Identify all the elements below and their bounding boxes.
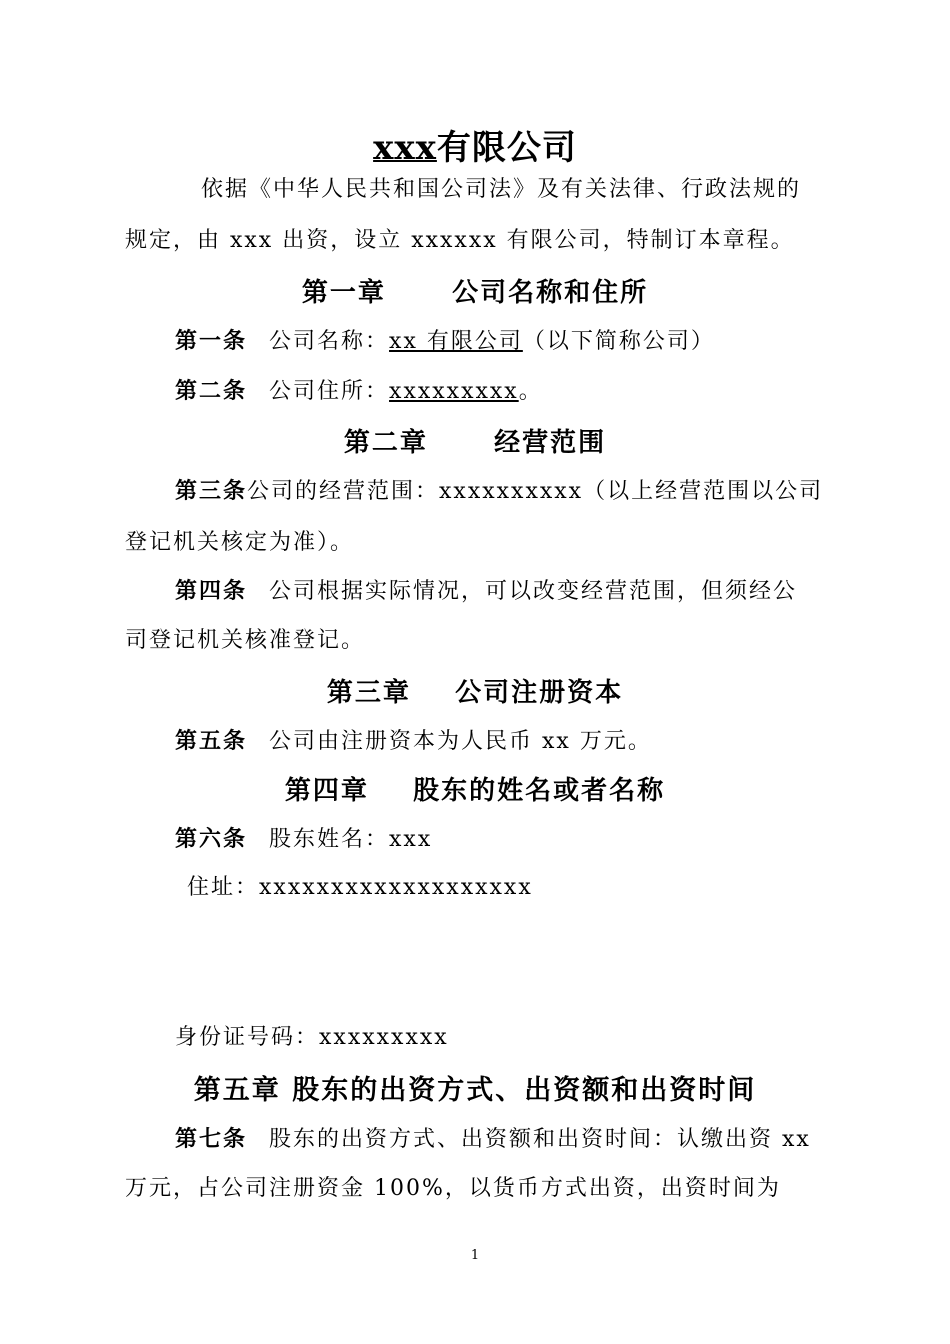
article-3-line-2: 登记机关核定为准）。	[125, 530, 355, 555]
article-1-company-name: xx 有限公司	[389, 329, 523, 354]
document-title	[0, 120, 950, 169]
article-4-text: 公司根据实际情况，可以改变经营范围，但须经公	[269, 579, 798, 604]
article-1-prefix: 公司名称：	[269, 329, 390, 354]
article-5-label: 第五条	[175, 728, 248, 754]
article-6-label: 第六条	[175, 826, 248, 852]
title-company-placeholder: xxx	[373, 128, 437, 168]
article-5	[125, 716, 880, 767]
article-6	[125, 814, 880, 865]
article-2-label: 第二条	[175, 378, 248, 404]
article-7-text: 股东的出资方式、出资额和出资时间：认缴出资 xx	[269, 1127, 811, 1152]
article-7-line-2: 万元，占公司注册资金 100%，以货币方式出资，出资时间为	[125, 1176, 781, 1201]
chapter-1-heading: 第一章 公司名称和住所	[301, 278, 649, 308]
article-2-address: xxxxxxxxx	[389, 379, 519, 404]
article-4-line-2: 司登记机关核准登记。	[125, 628, 366, 653]
chapter-2-heading: 第二章 经营范围	[343, 428, 607, 458]
article-1-label: 第一条	[175, 328, 248, 354]
article-3-text: 公司的经营范围：xxxxxxxxxx（以上经营范围以公司	[247, 479, 824, 504]
article-6-shareholder-name: 股东姓名：xxx	[269, 827, 433, 852]
article-1	[125, 316, 880, 367]
article-3-line-1	[125, 466, 880, 517]
article-4-line-1	[125, 566, 880, 617]
chapter-5-heading: 第五章 股东的出资方式、出资额和出资时间	[193, 1075, 757, 1106]
article-2-prefix: 公司住所：	[269, 379, 390, 404]
article-7-label: 第七条	[175, 1126, 248, 1152]
article-7-line-1	[125, 1114, 880, 1165]
page-number: 1	[470, 1248, 480, 1263]
chapter-4-heading: 第四章 股东的姓名或者名称	[284, 776, 666, 806]
article-4-label: 第四条	[175, 578, 248, 604]
article-5-text: 公司由注册资本为人民币 xx 万元。	[269, 729, 652, 754]
article-3-label: 第三条	[175, 478, 248, 504]
intro-line-1: 依据《中华人民共和国公司法》及有关法律、行政法规的	[201, 177, 802, 202]
article-6-id-number: 身份证号码：xxxxxxxxx	[175, 1025, 449, 1050]
article-2-suffix: 。	[518, 379, 543, 404]
article-2	[125, 366, 880, 417]
chapter-3-heading: 第三章 公司注册资本	[326, 678, 624, 708]
article-6-address: 住址：xxxxxxxxxxxxxxxxxxx	[187, 875, 533, 900]
title-suffix: 有限公司	[436, 128, 577, 168]
article-1-suffix: （以下简称公司）	[522, 329, 715, 354]
intro-line-2: 规定，由 xxx 出资，设立 xxxxxx 有限公司，特制订本章程。	[125, 228, 795, 253]
